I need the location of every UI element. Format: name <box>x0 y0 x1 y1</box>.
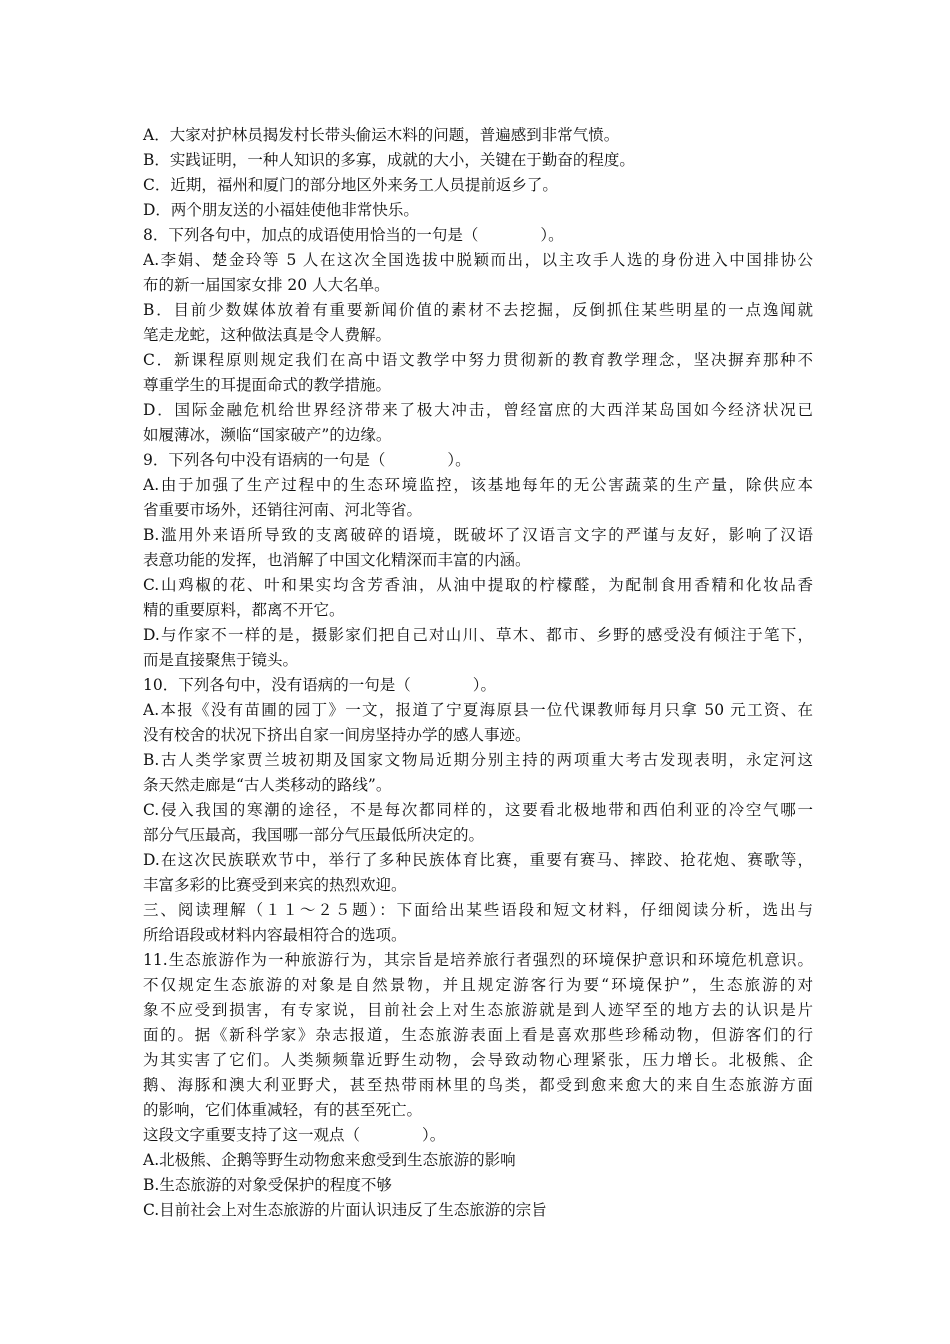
text-line: D．两个朋友送的小福娃使他非常快乐。 <box>143 201 419 219</box>
text-line: 笔走龙蛇，这种做法真是令人费解。 <box>143 326 392 344</box>
text-line: 而是直接聚焦于镜头。 <box>143 651 299 669</box>
text-line: A.北极熊、企鹅等野生动物愈来愈受到生态旅游的影响 <box>143 1151 516 1169</box>
question-9-prompt: 9．下列各句中没有语病的一句是（ ）。 <box>143 451 471 469</box>
text-line: A.由于加强了生产过程中的生态环境监控，该基地每年的无公害蔬菜的生产量，除供应本 <box>143 476 813 494</box>
text-line: A．大家对护林员揭发村长带头偷运木料的问题，普遍感到非常气愤。 <box>143 126 620 144</box>
text-line: 不仅规定生态旅游的对象是自然景物，并且规定游客行为要“环境保护”，生态旅游的对 <box>143 976 813 994</box>
text-line: 尊重学生的耳提面命式的教学措施。 <box>143 376 392 394</box>
text-line: 象不应受到损害，有专家说，目前社会上对生态旅游就是到人迹罕至的地方去的认识是片 <box>143 1001 813 1019</box>
question-8-prompt: 8．下列各句中，加点的成语使用恰当的一句是（ ）。 <box>143 226 564 244</box>
text-line: 鹅、海豚和澳大利亚野犬，甚至热带雨林里的鸟类，都受到愈来愈大的来自生态旅游方面 <box>143 1076 813 1094</box>
text-line: 丰富多彩的比赛受到来宾的热烈欢迎。 <box>143 876 407 894</box>
text-line: C.山鸡椒的花、叶和果实均含芳香油，从油中提取的柠檬醛，为配制食用香精和化妆品香 <box>143 576 813 594</box>
text-line: D.与作家不一样的是，摄影家们把自己对山川、草木、都市、乡野的感受没有倾注于笔下， <box>143 626 813 644</box>
section-heading: 所给语段或材料内容最相符合的选项。 <box>143 926 407 944</box>
text-line: B.滥用外来语所导致的支离破碎的语境，既破坏了汉语言文字的严谨与友好，影响了汉语 <box>143 526 813 544</box>
text-line: C．近期，福州和厦门的部分地区外来务工人员提前返乡了。 <box>143 176 558 194</box>
text-line: 没有校舍的状况下挤出自家一间房坚持办学的感人事迹。 <box>143 726 531 744</box>
text-line: 的影响，它们体重减轻，有的甚至死亡。 <box>143 1101 423 1119</box>
text-line: 部分气压最高，我国哪一部分气压最低所决定的。 <box>143 826 485 844</box>
text-line: B．实践证明，一种人知识的多寡，成就的大小，关键在于勤奋的程度。 <box>143 151 635 169</box>
text-line: A.本报《没有苗圃的园丁》一文，报道了宁夏海原县一位代课教师每月只拿 50 元工资、在 <box>143 701 813 719</box>
text-line: 条天然走廊是“古人类移动的路线”。 <box>143 776 392 794</box>
question-11-prompt: 这段文字重要支持了这一观点（ ）。 <box>143 1126 446 1144</box>
document-page <box>143 123 813 1223</box>
text-line: C.侵入我国的寒潮的途径，不是每次都同样的，这要看北极地带和西伯利亚的冷空气哪一 <box>143 801 813 819</box>
text-line: B.古人类学家贾兰坡初期及国家文物局近期分别主持的两项重大考古发现表明，永定河这 <box>143 751 813 769</box>
text-line: C．新课程原则规定我们在高中语文教学中努力贯彻新的教育教学理念，坚决摒弃那种不 <box>143 351 813 369</box>
text-line: 布的新一届国家女排 20 人大名单。 <box>143 276 390 294</box>
text-line: B．目前少数媒体放着有重要新闻价值的素材不去挖掘，反倒抓住某些明星的一点逸闻就 <box>143 301 813 319</box>
question-11-passage: 11.生态旅游作为一种旅游行为，其宗旨是培养旅行者强烈的环境保护意识和环境危机意识。 <box>143 951 813 969</box>
text-line: 如履薄冰，濒临“国家破产”的边缘。 <box>143 426 392 444</box>
text-line: D.在这次民族联欢节中，举行了多种民族体育比赛，重要有赛马、摔跤、抢花炮、赛歌等， <box>143 851 813 869</box>
text-line: D．国际金融危机给世界经济带来了极大冲击，曾经富庶的大西洋某岛国如今经济状况已 <box>143 401 813 419</box>
text-line: A.李娟、楚金玲等 5 人在这次全国选拔中脱颖而出，以主攻手人选的身份进入中国排协公 <box>143 251 813 269</box>
text-line: 为其实害了它们。人类频频靠近野生动物，会导致动物心理紧张，压力增长。北极熊、企 <box>143 1051 813 1069</box>
text-line: B.生态旅游的对象受保护的程度不够 <box>143 1176 392 1194</box>
text-line: 精的重要原料，都离不开它。 <box>143 601 345 619</box>
text-line: 面的。据《新科学家》杂志报道，生态旅游表面上看是喜欢那些珍稀动物，但游客们的行 <box>143 1026 813 1044</box>
question-10-prompt: 10．下列各句中，没有语病的一句是（ ）。 <box>143 676 496 694</box>
section-heading: 三、阅读理解（１１～２５题）：下面给出某些语段和短文材料，仔细阅读分析，选出与 <box>143 901 813 919</box>
text-line: 省重要市场外，还销往河南、河北等省。 <box>143 501 423 519</box>
text-line: C.目前社会上对生态旅游的片面认识违反了生态旅游的宗旨 <box>143 1201 547 1219</box>
text-line: 表意功能的发挥，也消解了中国文化精深而丰富的内涵。 <box>143 551 531 569</box>
